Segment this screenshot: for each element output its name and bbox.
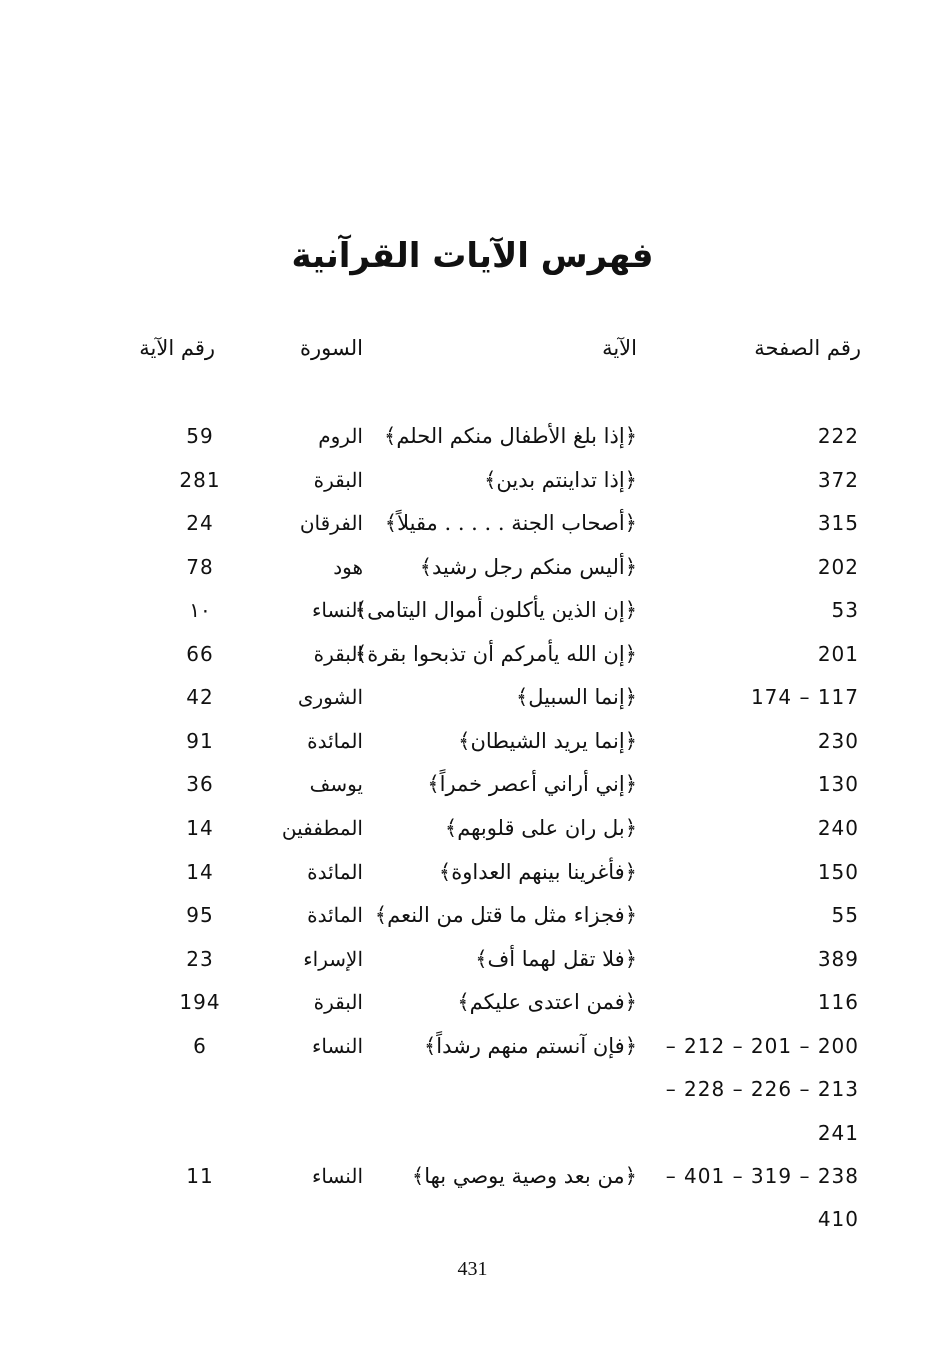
surah-name-cell: البقرة (313, 642, 363, 666)
index-row (0, 1069, 945, 1109)
page-numbers-cell: 389 (817, 947, 859, 971)
index-row (0, 416, 945, 456)
surah-name-cell: هود (333, 555, 363, 579)
page-numbers-cell: – 212 – 201 – 200 (665, 1034, 859, 1058)
index-row (0, 1026, 945, 1066)
ayah-text-cell: ﴿فجزاء مثل ما قتل من النعم﴾ (374, 903, 637, 927)
page-numbers-cell: 240 (817, 816, 859, 840)
page-numbers-cell: 55 (831, 903, 859, 927)
surah-name-cell: الفرقان (299, 511, 363, 535)
ayah-text-cell: ﴿فمن اعتدى عليكم﴾ (457, 990, 637, 1014)
index-row (0, 1199, 945, 1239)
ayah-number-cell: 78 (186, 555, 214, 579)
column-header-surah: السورة (300, 336, 363, 360)
ayah-number-cell: 23 (186, 947, 214, 971)
ayah-text-cell: ﴿أصحاب الجنة . . . . . مقيلاً﴾ (384, 511, 637, 535)
surah-name-cell: الإسراء (303, 947, 363, 971)
page-numbers-cell: 116 (817, 990, 859, 1014)
surah-name-cell: النساء (311, 598, 363, 622)
ayah-text-cell: ﴿فإن آنستم منهم رشداً﴾ (423, 1034, 637, 1058)
surah-name-cell: يوسف (309, 772, 363, 796)
page-numbers-cell: 241 (817, 1121, 859, 1145)
ayah-text-cell: ﴿إنما يريد الشيطان﴾ (458, 729, 637, 753)
page-numbers-cell: – 401 – 319 – 238 (665, 1164, 859, 1188)
index-row (0, 895, 945, 935)
index-row (0, 503, 945, 543)
ayah-number-cell: 95 (186, 903, 214, 927)
page-numbers-cell: 372 (817, 468, 859, 492)
ayah-number-cell: 91 (186, 729, 214, 753)
ayah-number-cell: 194 (179, 990, 221, 1014)
ayah-text-cell: ﴿من بعد وصية يوصي بها﴾ (411, 1164, 637, 1188)
index-row (0, 982, 945, 1022)
page-numbers-cell: 410 (817, 1207, 859, 1231)
index-row (0, 460, 945, 500)
ayah-text-cell: ﴿إن الله يأمركم أن تذبحوا بقرة﴾ (354, 642, 637, 666)
ayah-text-cell: ﴿أليس منكم رجل رشيد﴾ (419, 555, 637, 579)
surah-name-cell: المطففين (281, 816, 363, 840)
surah-name-cell: النساء (311, 1164, 363, 1188)
page-numbers-cell: 315 (817, 511, 859, 535)
surah-name-cell: المائدة (307, 860, 363, 884)
page-numbers-cell: 130 (817, 772, 859, 796)
column-header-ayah: الآية (602, 336, 637, 360)
ayah-text-cell: ﴿إن الذين يأكلون أموال اليتامى﴾ (354, 598, 637, 622)
surah-name-cell: الشورى (297, 685, 363, 709)
page-numbers-cell: – 228 – 226 – 213 (665, 1077, 859, 1101)
ayah-number-cell: ١٠ (189, 598, 211, 622)
page-title: فهرس الآيات القرآنية (291, 236, 654, 276)
ayah-number-cell: 36 (186, 772, 214, 796)
index-row (0, 939, 945, 979)
ayah-number-cell: 66 (186, 642, 214, 666)
ayah-number-cell: 42 (186, 685, 214, 709)
page-numbers-cell: 174 – 117 (750, 685, 859, 709)
page-numbers-cell: 150 (817, 860, 859, 884)
index-row (0, 677, 945, 717)
index-row (0, 1156, 945, 1196)
page-number: 431 (457, 1258, 488, 1280)
ayah-number-cell: 24 (186, 511, 214, 535)
index-row (0, 1113, 945, 1153)
page-numbers-cell: 230 (817, 729, 859, 753)
index-row (0, 852, 945, 892)
index-row (0, 808, 945, 848)
surah-name-cell: البقرة (313, 990, 363, 1014)
ayah-text-cell: ﴿فلا تقل لهما أف﴾ (475, 947, 637, 971)
surah-name-cell: النساء (311, 1034, 363, 1058)
ayah-text-cell: ﴿إنما السبيل﴾ (515, 685, 637, 709)
surah-name-cell: المائدة (307, 903, 363, 927)
column-header-ayah-number: رقم الآية (139, 336, 215, 360)
page-numbers-cell: 222 (817, 424, 859, 448)
ayah-number-cell: 14 (186, 816, 214, 840)
ayah-number-cell: 59 (186, 424, 214, 448)
ayah-number-cell: 281 (179, 468, 221, 492)
ayah-text-cell: ﴿إني أراني أعصر خمراً﴾ (427, 772, 637, 796)
index-row (0, 590, 945, 630)
surah-name-cell: المائدة (307, 729, 363, 753)
ayah-number-cell: 11 (186, 1164, 214, 1188)
surah-name-cell: الروم (318, 424, 363, 448)
surah-name-cell: البقرة (313, 468, 363, 492)
page-numbers-cell: 201 (817, 642, 859, 666)
ayah-text-cell: ﴿إذا تداينتم بدين﴾ (484, 468, 637, 492)
page-numbers-cell: 53 (831, 598, 859, 622)
ayah-text-cell: ﴿بل ران على قلوبهم﴾ (444, 816, 637, 840)
index-row (0, 547, 945, 587)
index-row (0, 764, 945, 804)
ayah-text-cell: ﴿فأغرينا بينهم العداوة﴾ (438, 860, 637, 884)
page-numbers-cell: 202 (817, 555, 859, 579)
index-row (0, 721, 945, 761)
ayah-number-cell: 14 (186, 860, 214, 884)
index-row (0, 634, 945, 674)
ayah-number-cell: 6 (193, 1034, 207, 1058)
ayah-text-cell: ﴿إذا بلغ الأطفال منكم الحلم﴾ (384, 424, 637, 448)
column-header-page-number: رقم الصفحة (754, 336, 861, 360)
